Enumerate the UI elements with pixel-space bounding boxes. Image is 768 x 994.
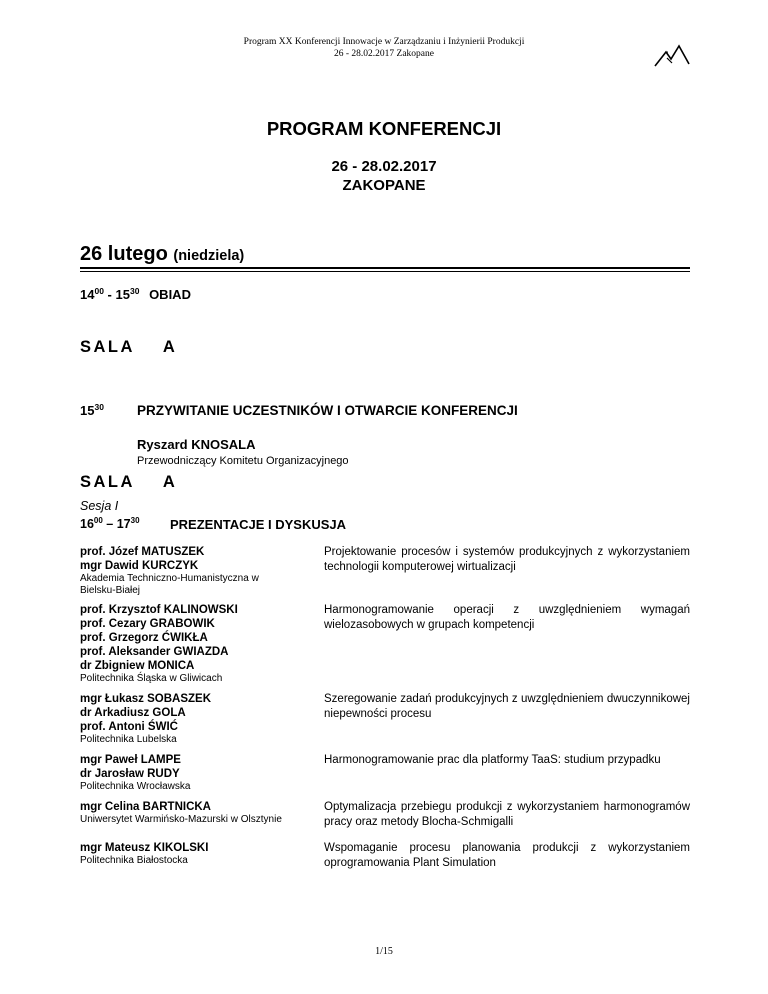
session-title: PREZENTACJE I DYSKUSJA (170, 517, 347, 532)
author: mgr Mateusz KIKOLSKI (80, 842, 209, 854)
sala-letter: A (162, 473, 178, 491)
session-end-hour: 17 (116, 517, 131, 531)
conference-place: ZAKOPANE (342, 177, 426, 194)
presentation-authors (80, 841, 312, 867)
session-label: Sesja I (80, 499, 119, 513)
day-weekday: (niedziela) (173, 248, 245, 264)
heading-rule-thick (80, 267, 690, 269)
session-time (80, 517, 140, 531)
author: mgr Celina BARTNICKA (80, 801, 211, 813)
page-title: PROGRAM KONFERENCJI (266, 118, 502, 139)
session-separator: – (102, 517, 117, 531)
author: mgr Dawid KURCZYK (80, 560, 199, 572)
sala-word: SALA (80, 338, 135, 356)
welcome-speaker-role: Przewodniczący Komitetu Organizacyjnego (137, 455, 349, 467)
presentation-title: Szeregowanie zadań produkcyjnych z uwzględnieniem dwuczynnikowej niepewności procesu (324, 693, 690, 720)
presentation-title: Harmonogramowanie operacji z uwzględnieniem wymagań wielozasobowych w grupach kompetencji (324, 604, 690, 631)
session-end-minute: 30 (130, 516, 140, 525)
conference-dates: 26 - 28.02.2017 (331, 158, 437, 175)
conference-dates-block (0, 157, 768, 195)
welcome-minute: 30 (94, 402, 104, 412)
author: prof. Antoni ŚWIĆ (80, 721, 178, 733)
heading-rule-thin (80, 271, 690, 272)
presentation-title: Optymalizacja przebiegu produkcji z wykorzystaniem harmonogramów pracy oraz metody Blocha-Schmigalli (324, 801, 690, 828)
presentation-title: Projektowanie procesów i systemów produkcyjnych z wykorzystaniem technologii komputerowej wirtualizacji (324, 546, 690, 573)
day-date: 26 lutego (80, 243, 168, 265)
author: prof. Krzysztof KALINOWSKI (80, 604, 238, 616)
lunch-end-minute: 30 (129, 286, 140, 296)
mountain-logo-icon (654, 44, 690, 68)
institution: Politechnika Białostocka (80, 855, 188, 866)
sala-heading-1 (80, 338, 177, 357)
author: prof. Aleksander GWIAZDA (80, 646, 229, 658)
lunch-end-hour: 15 (115, 287, 130, 302)
lunch-label: OBIAD (149, 287, 191, 302)
presentation-authors (80, 603, 312, 685)
presentation-title: Harmonogramowanie prac dla platformy TaaS: studium przypadku (324, 754, 661, 766)
header-line-1: Program XX Konferencji Innowacje w Zarządzaniu i Inżynierii Produkcji (243, 37, 525, 47)
sala-word: SALA (80, 473, 135, 491)
institution: Politechnika Śląska w Gliwicach (80, 673, 223, 684)
author: mgr Paweł LAMPE (80, 754, 181, 766)
author: dr Jarosław RUDY (80, 768, 180, 780)
lunch-separator: - (103, 287, 116, 302)
running-header (0, 36, 768, 60)
presentation-title: Wspomaganie procesu planowania produkcji z wykorzystaniem oprogramowania Plant Simulation (324, 842, 690, 869)
lunch-start-minute: 00 (94, 286, 104, 296)
header-line-2: 26 - 28.02.2017 Zakopane (334, 49, 434, 59)
welcome-hour: 15 (80, 403, 95, 418)
author: dr Zbigniew MONICA (80, 660, 195, 672)
author: dr Arkadiusz GOLA (80, 707, 186, 719)
author: prof. Grzegorz ĆWIKŁA (80, 632, 208, 644)
welcome-time (80, 403, 104, 418)
sala-letter: A (162, 338, 178, 356)
lunch-slot (80, 287, 191, 302)
presentation-authors (80, 800, 312, 826)
lunch-start-hour: 14 (80, 287, 95, 302)
institution: Akademia Techniczno-Humanistyczna w Bielsku-Białej (80, 573, 259, 596)
presentation-authors (80, 692, 312, 746)
institution: Politechnika Wrocławska (80, 781, 191, 792)
presentation-authors (80, 753, 312, 793)
welcome-speaker: Ryszard KNOSALA (137, 437, 256, 452)
author: prof. Cezary GRABOWIK (80, 618, 215, 630)
presentation-authors (80, 545, 312, 597)
sala-heading-2 (80, 473, 177, 492)
author: mgr Łukasz SOBASZEK (80, 693, 211, 705)
author: prof. Józef MATUSZEK (80, 546, 205, 558)
institution: Uniwersytet Warmińsko-Mazurski w Olsztynie (80, 814, 282, 825)
session-start-hour: 16 (80, 517, 94, 531)
welcome-title: PRZYWITANIE UCZESTNIKÓW I OTWARCIE KONFERENCJI (137, 403, 518, 418)
session-start-minute: 00 (93, 516, 103, 525)
page-number: 1/15 (375, 946, 393, 957)
institution: Politechnika Lubelska (80, 734, 177, 745)
day-heading (80, 243, 244, 266)
